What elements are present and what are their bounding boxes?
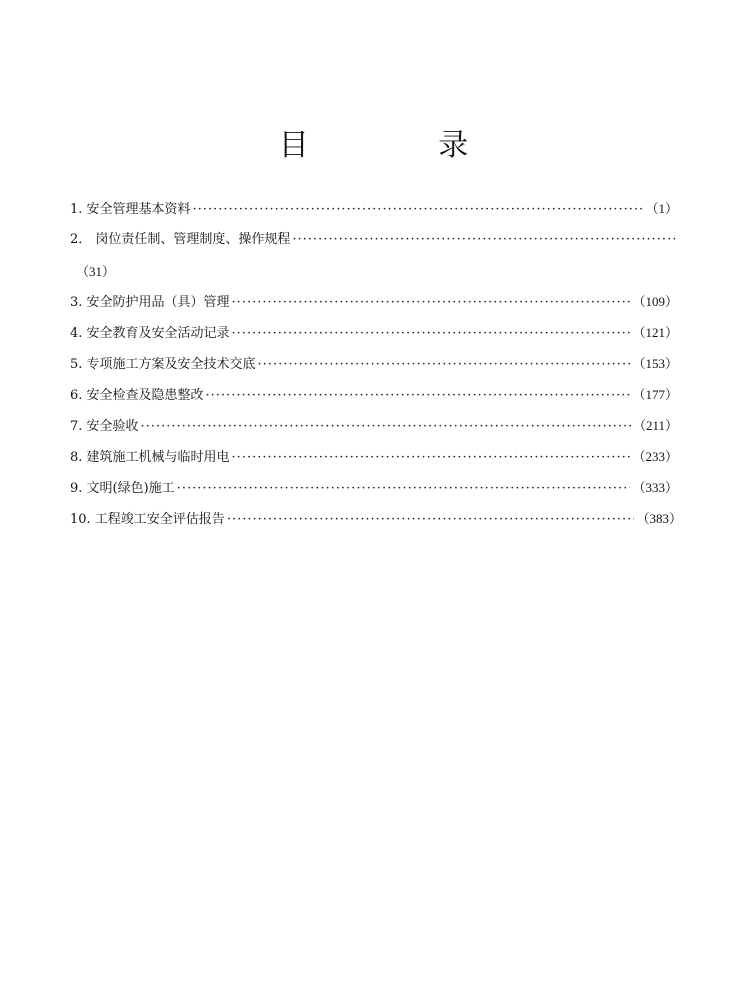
toc-leader-dots — [193, 200, 644, 219]
toc-leader-dots — [232, 448, 631, 467]
toc-entry-label: 7. 安全验收 — [70, 419, 139, 434]
toc-entry-page: （177） — [632, 387, 678, 402]
toc-leader-dots — [232, 324, 631, 343]
toc-entry-9[interactable] — [70, 478, 678, 498]
toc-leader-dots — [206, 386, 631, 405]
toc-entry-page: （233） — [632, 449, 678, 464]
toc-leader-dots — [232, 293, 631, 312]
toc-leader-dots — [177, 479, 631, 498]
toc-entry-label: 10. 工程竣工安全评估报告 — [70, 512, 225, 527]
toc-entry-2[interactable] — [70, 230, 678, 250]
toc-entry-page: （153） — [632, 356, 678, 371]
toc-entry-7[interactable] — [70, 416, 678, 436]
toc-entry-label: 8. 建筑施工机械与临时用电 — [70, 450, 230, 465]
toc-entry-10[interactable] — [70, 509, 682, 529]
toc-entry-8[interactable] — [70, 447, 678, 467]
toc-entry-6[interactable] — [70, 385, 678, 405]
toc-entry-page: （333） — [632, 480, 678, 495]
toc-entry-5[interactable] — [70, 354, 678, 374]
toc-entry-label: 6. 安全检查及隐患整改 — [70, 388, 204, 403]
toc-leader-dots — [292, 230, 676, 250]
toc-leader-dots — [141, 417, 631, 436]
toc-entry-page: （383） — [636, 511, 682, 526]
toc-entry-label: 5. 专项施工方案及安全技术交底 — [70, 357, 256, 372]
toc-entry-1[interactable] — [70, 199, 678, 219]
toc-leader-dots — [258, 355, 631, 374]
toc-entry-page: （1） — [645, 201, 678, 216]
toc-entry-page: （109） — [632, 294, 678, 309]
toc-entry-page: （211） — [632, 418, 678, 433]
toc-entry-4[interactable] — [70, 323, 678, 343]
toc-entry-2-page: （31） — [76, 264, 116, 279]
toc-entry-label: 2． 岗位责任制、管理制度、操作规程 — [70, 232, 291, 247]
toc-leader-dots — [227, 510, 635, 529]
toc-entry-label: 9. 文明(绿色)施工 — [70, 481, 175, 496]
toc-entry-label: 4. 安全教育及安全活动记录 — [70, 326, 230, 341]
toc-entry-label: 1. 安全管理基本资料 — [70, 202, 191, 217]
page-title: 目 录 — [278, 128, 529, 163]
toc-entry-label: 3. 安全防护用品（具）管理 — [70, 295, 230, 310]
toc-entry-page: （121） — [632, 325, 678, 340]
toc-entry-3[interactable] — [70, 292, 678, 312]
